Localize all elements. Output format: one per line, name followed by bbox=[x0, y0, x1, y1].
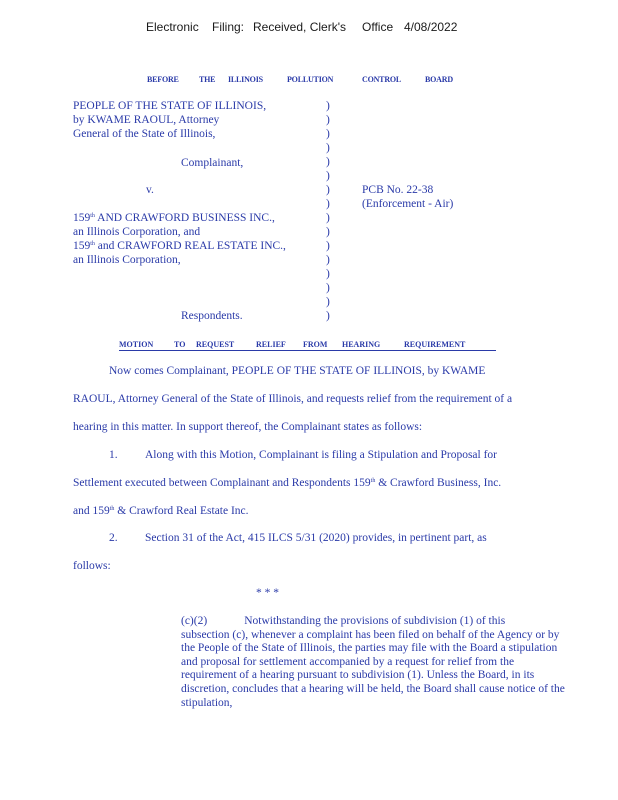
caption-respondents: Respondents. bbox=[181, 310, 243, 322]
motion-word: REQUIREMENT bbox=[404, 340, 466, 349]
quote-label: (c)(2) bbox=[181, 615, 208, 627]
caption-paren: ) bbox=[326, 282, 330, 294]
caption-paren: ) bbox=[326, 240, 330, 252]
motion-word: TO bbox=[174, 340, 186, 349]
header-date: 4/08/2022 bbox=[404, 20, 458, 34]
caption-paren: ) bbox=[326, 114, 330, 126]
motion-word: REQUEST bbox=[196, 340, 235, 349]
body-intro-line: Now comes Complainant, PEOPLE OF THE STATE OF ILLINOIS, by KWAME bbox=[109, 365, 486, 377]
caption-defendant-line: an Illinois Corporation, bbox=[73, 254, 181, 266]
motion-word: MOTION bbox=[119, 340, 154, 349]
caption-defendant-line: an Illinois Corporation, and bbox=[73, 226, 201, 238]
caption-plaintiff-line: PEOPLE OF THE STATE OF ILLINOIS, bbox=[73, 100, 267, 112]
caption-paren: ) bbox=[326, 268, 330, 280]
header-office: Office bbox=[362, 20, 394, 34]
header-filing: Filing: bbox=[212, 20, 245, 34]
caption-paren: ) bbox=[326, 254, 330, 266]
section-break-asterisks: * * * bbox=[256, 587, 279, 599]
board-word: CONTROL bbox=[362, 75, 402, 84]
caption-paren: ) bbox=[326, 198, 330, 210]
quote-text: subsection (c), whenever a complaint has been filed on behalf of the Agency or by the People of the State of Illinois, the parties may file with the Board a stipulation and proposal for settlement accompanied by a request for relief from the requirement of a hearing pursuant to subdivision (1). Unless the Board, in its discretion, concludes that a hearing will be held, the Board shall cause notice of the stipulation, bbox=[181, 628, 565, 709]
motion-word: HEARING bbox=[342, 340, 381, 349]
body-intro-line: hearing in this matter. In support thereof, the Complainant states as follows: bbox=[73, 421, 423, 433]
statute-quote bbox=[181, 615, 571, 710]
item-2-line: follows: bbox=[73, 560, 111, 572]
caption-plaintiff-line: by KWAME RAOUL, Attorney bbox=[73, 114, 220, 126]
quote-first-line: Notwithstanding the provisions of subdivision (1) of this bbox=[244, 615, 506, 627]
case-number: PCB No. 22-38 bbox=[362, 184, 434, 196]
caption-defendant-line: 159th AND CRAWFORD BUSINESS INC., bbox=[73, 212, 275, 224]
item-2-line: Section 31 of the Act, 415 ILCS 5/31 (2020) provides, in pertinent part, as bbox=[145, 532, 487, 544]
item-1-line: Settlement executed between Complainant and Respondents 159th & Crawford Business, Inc. bbox=[73, 477, 502, 489]
caption-defendant-line: 159th and CRAWFORD REAL ESTATE INC., bbox=[73, 240, 286, 252]
item-1-line: and 159th & Crawford Real Estate Inc. bbox=[73, 505, 249, 517]
caption-paren: ) bbox=[326, 128, 330, 140]
caption-plaintiff-line: General of the State of Illinois, bbox=[73, 128, 216, 140]
board-word: ILLINOIS bbox=[228, 75, 263, 84]
motion-word: RELIEF bbox=[256, 340, 286, 349]
caption-paren: ) bbox=[326, 184, 330, 196]
board-word: BEFORE bbox=[147, 75, 179, 84]
item-number: 2. bbox=[109, 532, 118, 544]
caption-paren: ) bbox=[326, 170, 330, 182]
header-received: Received, Clerk's bbox=[253, 20, 346, 34]
caption-paren: ) bbox=[326, 212, 330, 224]
motion-underline bbox=[119, 350, 496, 351]
caption-complainant: Complainant, bbox=[181, 157, 244, 169]
caption-paren: ) bbox=[326, 296, 330, 308]
board-word: POLLUTION bbox=[287, 75, 334, 84]
case-type: (Enforcement - Air) bbox=[362, 198, 454, 210]
board-word: THE bbox=[199, 75, 216, 84]
caption-paren: ) bbox=[326, 156, 330, 168]
body-intro-line: RAOUL, Attorney General of the State of Illinois, and requests relief from the requirement of a bbox=[73, 393, 513, 405]
caption-paren: ) bbox=[326, 142, 330, 154]
caption-paren: ) bbox=[326, 310, 330, 322]
motion-word: FROM bbox=[303, 340, 328, 349]
caption-versus: v. bbox=[146, 184, 154, 196]
item-1-line: Along with this Motion, Complainant is filing a Stipulation and Proposal for bbox=[145, 449, 498, 461]
item-number: 1. bbox=[109, 449, 118, 461]
caption-paren: ) bbox=[326, 100, 330, 112]
board-word: BOARD bbox=[425, 75, 453, 84]
caption-paren: ) bbox=[326, 226, 330, 238]
header-electronic: Electronic bbox=[146, 20, 199, 34]
